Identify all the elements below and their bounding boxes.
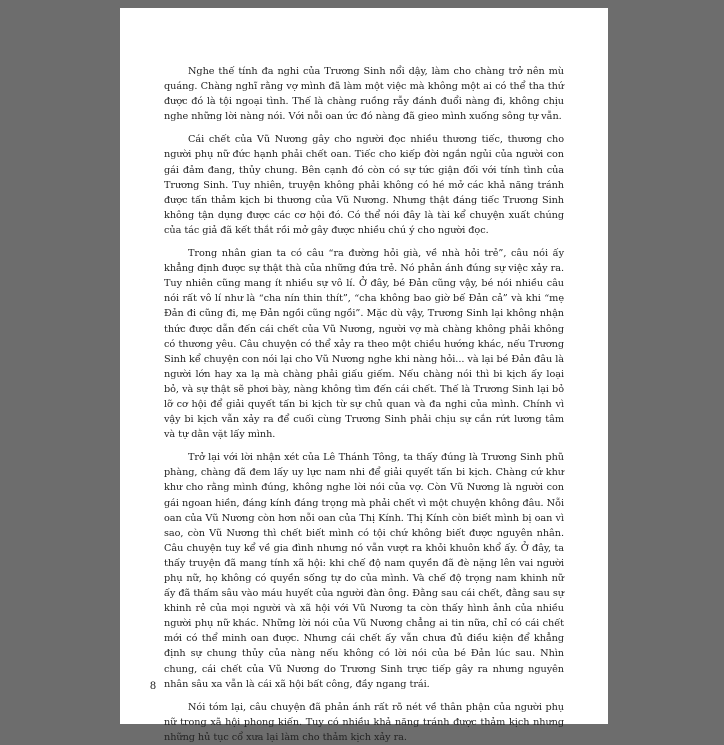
page-number: 8 xyxy=(150,678,156,692)
paragraph: Nói tóm lại, câu chuyện đã phản ánh rất rõ nét về thân phận của người phụ nữ trong xã hội phong kiến. Tuy có nhiều khả năng tránh được thảm kịch nhưng những hủ tục cổ xưa lại làm cho thảm kịch xảy ra. xyxy=(164,701,564,743)
book-page xyxy=(120,8,608,743)
paragraph: Trong nhân gian ta có câu “ra đường hỏi già, về nhà hỏi trẻ”, câu nói ấy khẳng định được sự thật thà của những đứa trẻ. Nó phản ánh đúng sự việc xảy ra. Tuy nhiên cũng mang ít nhiều sự vô lí. Ở đây, bé Đản cũng vậy, bé nói nhiều câu nói rất vô lí như là “cha nín thin thít”, “cha không bao giờ bế Đản cả” và khi “mẹ Đản đi cũng đi, mẹ Đản ngồi cũng ngồi”. Mặc dù vậy, Trương Sinh lại không nhận thức được dẫn đến cái chết của Vũ Nương, người vợ mà chàng không phải không có thương yêu. Câu chuyện có thể xảy ra theo một chiều hướng khác, nếu Trương Sinh kể chuyện con nói lại cho Vũ Nương nghe khi nàng hỏi... và lại bé Đản đâu là người lớn hay xa lạ mà chàng phải giấu giếm. Nếu chàng nói thì bi kịch ấy loại bỏ, và sự thật sẽ phơi bày, nàng không tìm đến cái chết. Thế là Trương Sinh lại bỏ lỡ cơ hội để giải quyết tấn bi kịch từ sự chủ quan và đa nghi của mình. Chính vì vậy bi kịch vẫn xảy ra để cuối cùng Trương Sinh phải chịu sự cắn rứt lương tâm và tự dằn vặt lấy mình. xyxy=(164,248,564,441)
paragraph: Nghe thế tính đa nghi của Trương Sinh nổi dậy, làm cho chàng trở nên mù quáng. Chàng nghĩ rằng vợ mình đã làm một việc mà không một ai có thể tha thứ được đó là tội ngoại tình. Thế là chàng ruồng rẫy đánh đuổi nàng đi, không chịu nghe những lời nàng nói. Với nỗi oan ức đó nàng đã gieo mình xuống sông tự vẫn. xyxy=(164,66,564,123)
paragraph: Trở lại với lời nhận xét của Lê Thánh Tông, ta thấy đúng là Trương Sinh phũ phàng, chàng đã đem lấy uy lực nam nhi để giải quyết tấn bi kịch. Chàng cứ khư khư cho rằng mình đúng, không nghe lời nói của vợ. Còn Vũ Nương là người con gái ngoan hiền, đáng kính đáng trọng mà phải chết vì một chuyện không đâu. Nỗi oan của Vũ Nương còn hơn nỗi oan của Thị Kính. Thị Kính còn biết mình bị oan vì sao, còn Vũ Nương thì chết biết mình có tội chứ không biết được nguyên nhân. Câu chuyện tuy kể về gia đình nhưng nó vẫn vượt ra khỏi khuôn khổ ấy. Ở đây, ta thấy truyện đã mang tính xã hội: khi chế độ nam quyền đã đè nặng lên vai người phụ nữ, họ không có quyền sống tự do của mình. Và chế độ trọng nam khinh nữ ấy đã thấm sâu vào máu huyết của người đàn ông. Đằng sau cái chết, đằng sau sự khinh rẻ của mọi người và xã hội với Vũ Nương ta còn thấy hình ảnh của nhiều người phụ nữ khác. Những lời nói của Vũ Nương chẳng ai tin nữa, chỉ có cái chết mới có thể minh oan được. Nhưng cái chết ấy vẫn chưa đủ điều kiện để khẳng định sự chung thủy của nàng nếu không có lời nói của bé Đản lúc sau. Nhìn chung, cái chết của Vũ Nương do Trương Sinh trực tiếp gây ra nhưng nguyên nhân sâu xa vẫn là cái xã hội bất công, đầy ngang trái. xyxy=(164,452,564,690)
paragraph: Cái chết của Vũ Nương gây cho người đọc nhiều thương tiếc, thương cho người phụ nữ đức hạnh phải chết oan. Tiếc cho kiếp đời ngắn ngủi của người con gái đảm đang, thủy chung. Bên cạnh đó còn có sự tức giận đối với tính tình của Trương Sinh. Tuy nhiên, truyện không phải không có hé mở các khả năng tránh được tấn thảm kịch bi thương của Vũ Nương. Nhưng thật đáng tiếc Trương Sinh không tận dụng được các cơ hội đó. Có thể nói đây là tài kể chuyện xuất chúng của tác giả đã kết thắt rồi mở gây được nhiều chú ý cho người đọc. xyxy=(164,134,564,236)
